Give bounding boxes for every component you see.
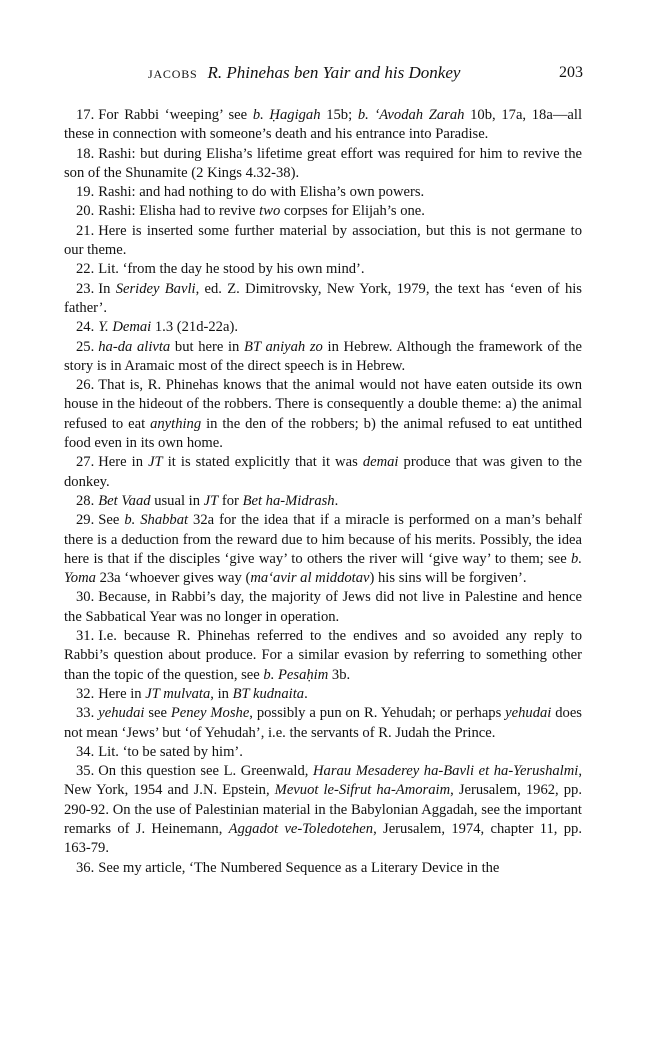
endnote-italic-text: Peney Moshe	[170, 705, 250, 722]
endnote-number: 31.	[76, 628, 95, 645]
endnote-text: usual in	[150, 492, 204, 509]
endnote-text: see	[144, 705, 171, 722]
endnote-text: 3b.	[328, 666, 351, 683]
endnote-text: That is, R. Phinehas knows that the animal would not have eaten outside its own house in the hideout of the robbers. There is consequently a double theme: a) the animal refused to eat	[64, 377, 582, 432]
endnote-italic-text: Bet ha-Midrash	[242, 492, 335, 509]
header-title: R. Phinehas ben Yair and his Donkey	[207, 63, 461, 82]
endnote-text: , New York, 1954 and J.N. Epstein,	[64, 763, 582, 799]
endnote	[64, 145, 582, 184]
endnote-number: 20.	[76, 203, 95, 220]
endnote-text: .	[334, 492, 339, 509]
endnote-italic-text: Y. Demai	[98, 319, 152, 336]
endnote-number: 28.	[76, 492, 95, 509]
endnote-italic-text: yehudai	[505, 705, 552, 722]
endnote-number: 26.	[76, 377, 95, 394]
endnote-italic-text: b. ‘Avodah Zarah	[357, 107, 465, 123]
endnote-number: 33.	[76, 705, 95, 722]
header-author: JACOBS	[148, 67, 198, 81]
endnote-text: 15b;	[320, 107, 358, 123]
endnote-italic-text: JT	[148, 454, 163, 471]
endnotes-list	[64, 106, 582, 878]
endnote-number: 34.	[76, 743, 95, 760]
endnote-text: , ed. Z. Dimitrovsky, New York, 1979, the text has ‘even of his father’.	[64, 280, 582, 316]
endnote	[64, 492, 582, 511]
endnote-text: Lit. ‘from the day he stood by his own mind’.	[98, 261, 365, 278]
endnote-italic-text: Harau Mesaderey ha-Bavli et ha-Yerushalmi	[313, 763, 579, 780]
endnote-text: I.e. because R. Phinehas referred to the endives and so avoided any reply to Rabbi’s question about produce. For a similar evasion by referring to something other than the topic of the question, see	[64, 628, 582, 683]
endnote-text: , possibly a pun on R. Yehudah; or perhaps	[249, 705, 506, 722]
endnote-text: but here in	[170, 338, 245, 355]
endnote	[64, 376, 582, 453]
endnote-italic-text: Mevuot le-Sifrut ha-Amoraim	[274, 782, 451, 799]
endnote	[64, 588, 582, 627]
endnote-text: Here in	[98, 454, 149, 471]
endnote	[64, 743, 582, 762]
endnote	[64, 280, 582, 319]
endnote-text: Rashi: and had nothing to do with Elisha’s own powers.	[98, 184, 425, 201]
endnote	[64, 511, 582, 588]
endnote	[64, 859, 582, 878]
endnote-text: On this question see L. Greenwald,	[98, 763, 314, 780]
endnote-text: corpses for Elijah’s one.	[280, 203, 425, 220]
endnote-text: 10b, 17a, 18a—all these in connection with someone’s death and his entrance into Paradise.	[64, 107, 582, 143]
endnote-text: in the den of the robbers; b) the animal refused to eat untithed food even in its own home.	[64, 415, 582, 452]
endnote-text: 1.3 (21d-22a).	[151, 319, 238, 336]
endnote-text: , Jerusalem, 1962, pp. 290-92. On the use of Palestinian material in the Babylonian Aggadah, see the important remarks of J. Heinemann,	[64, 782, 582, 837]
endnote	[64, 222, 582, 261]
endnote	[64, 183, 582, 202]
endnote-italic-text: b. Pesaḥim	[263, 666, 329, 683]
endnote-number: 21.	[76, 222, 95, 239]
endnote-text: produce that was given to the donkey.	[64, 454, 582, 490]
endnote-number: 27.	[76, 454, 95, 471]
endnote-number: 29.	[76, 512, 95, 529]
endnote-text: For Rabbi ‘weeping’ see	[98, 107, 253, 123]
endnote	[64, 260, 582, 279]
running-header	[148, 62, 583, 84]
endnote-text: Rashi: but during Elisha’s lifetime great effort was required for him to revive the son of the Shunamite (2 Kings 4.32-38).	[64, 145, 582, 181]
endnote-italic-text: b. Shabbat	[124, 512, 189, 529]
endnote	[64, 318, 582, 337]
endnote-italic-text: Bet Vaad	[98, 492, 151, 509]
endnote-italic-text: BT kudnaita	[232, 685, 305, 702]
endnote-text: Rashi: Elisha had to revive	[98, 203, 260, 220]
endnote-text: See	[98, 512, 125, 529]
endnote	[64, 685, 582, 704]
endnote-number: 36.	[76, 859, 95, 876]
endnote-text: for	[218, 492, 243, 509]
endnote	[64, 202, 582, 221]
endnote-text: does not mean ‘Jews’ but ‘of Yehudah’, i.e. the servants of R. Judah the Prince.	[64, 705, 582, 741]
endnote	[64, 762, 582, 858]
endnote	[64, 338, 582, 377]
endnote-text: in Hebrew. Although the framework of the story is in Aramaic most of the direct speech is in Hebrew.	[64, 338, 582, 374]
endnote-italic-text: yehudai	[98, 705, 145, 722]
endnote-number: 17.	[76, 107, 95, 123]
endnote-italic-text: JT	[203, 492, 219, 509]
endnote-number: 35.	[76, 763, 95, 780]
endnote-italic-text: JT mulvata	[145, 685, 211, 702]
endnote-number: 32.	[76, 685, 95, 702]
endnote-number: 30.	[76, 589, 95, 606]
endnote-italic-text: b. Yoma	[64, 550, 582, 587]
endnote	[64, 704, 582, 743]
endnote-text: , Jerusalem, 1974, chapter 11, pp. 163-79.	[64, 820, 583, 857]
endnote-number: 18.	[76, 145, 95, 162]
endnote-text: Here is inserted some further material by association, but this is not germane to our theme.	[64, 222, 582, 259]
endnote-text: , in	[210, 685, 233, 702]
endnote-text: In	[98, 280, 116, 297]
endnote	[64, 106, 582, 145]
endnote-italic-text: Seridey Bavli	[115, 280, 196, 297]
endnote	[64, 453, 582, 492]
endnote-italic-text: BT aniyah zo	[244, 338, 323, 355]
endnote-text: Because, in Rabbi’s day, the majority of Jews did not live in Palestine and hence the Sabbatical Year was no longer in operation.	[64, 589, 582, 625]
endnote-italic-text: ha-da alivta	[98, 338, 171, 355]
endnote-text: Here in	[98, 685, 146, 702]
endnote-text: See my article, ‘The Numbered Sequence as a Literary Device in the	[98, 859, 500, 876]
endnote-italic-text: two	[259, 203, 281, 220]
endnote-text: ) his sins will be forgiven’.	[369, 570, 527, 587]
endnote	[64, 627, 582, 685]
endnote-italic-text: demai	[362, 454, 399, 471]
endnote-text: it is stated explicitly that it was	[162, 454, 363, 471]
endnote-italic-text: b. Ḥagigah	[252, 107, 321, 123]
endnote-number: 23.	[76, 280, 95, 297]
endnote-text: 32a for the idea that if a miracle is performed on a man’s behalf there is a deduction from the reward due to him because of his merits. Possibly, the idea here is that if the disciples ‘give way’ to others the river will ‘give way’ to them; see	[64, 512, 582, 567]
endnote-text: .	[304, 685, 308, 702]
page-number: 203	[559, 64, 583, 81]
endnote-italic-text: Aggadot ve-Toledotehen	[228, 820, 374, 837]
endnote-text: Lit. ‘to be sated by him’.	[98, 743, 243, 760]
endnote-number: 25.	[76, 338, 95, 355]
endnote-number: 24.	[76, 319, 95, 336]
endnote-italic-text: anything	[150, 415, 202, 432]
endnote-number: 22.	[76, 261, 95, 278]
endnote-text: 23a ‘whoever gives way (	[95, 570, 251, 587]
endnote-italic-text: ma‘avir al middotav	[250, 570, 370, 587]
endnote-number: 19.	[76, 184, 95, 201]
